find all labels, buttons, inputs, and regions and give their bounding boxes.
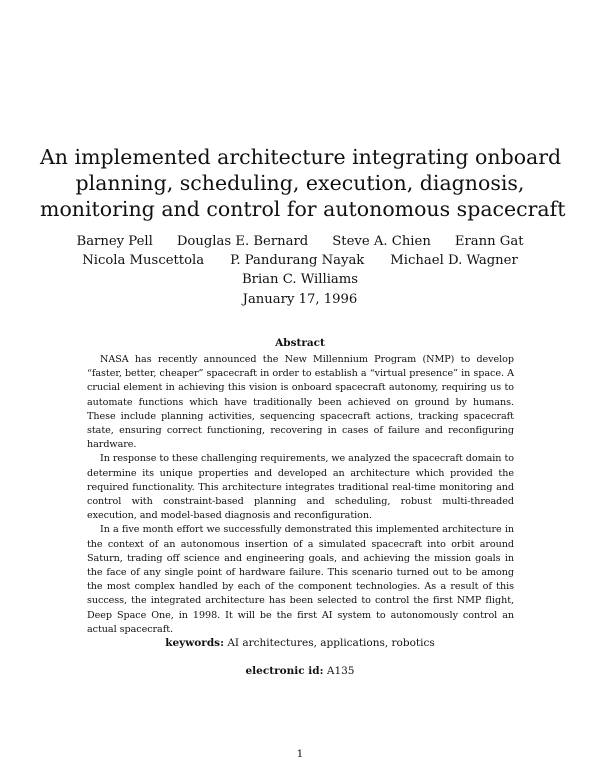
author-name: Nicola Muscettola (82, 253, 205, 268)
keywords-value: AI architectures, applications, robotics (227, 637, 435, 649)
paper-title (40, 144, 566, 222)
title-line: monitoring and control for autonomous spacecraft (40, 197, 566, 221)
author-name: Douglas E. Bernard (176, 234, 309, 249)
electronic-id-line (40, 665, 560, 677)
publication-date: January 17, 1996 (242, 292, 358, 307)
electronic-id-label: electronic id: (245, 665, 324, 677)
author-row (40, 251, 560, 270)
abstract-paragraph: In response to these challenging requirements, we analyzed the spacecraft domain to determine its unique properties and developed an architecture which provided the required functionality. This architecture integrates traditional real-time monitoring and control with constraint-based planning and scheduling, robust multi-threaded execution, and model-based diagnosis and reconfiguration. (87, 453, 514, 522)
author-name: Brian C. Williams (241, 272, 359, 287)
electronic-id-value: A135 (326, 665, 355, 677)
author-list (40, 232, 560, 289)
author-row (40, 270, 560, 289)
author-name: Michael D. Wagner (390, 253, 518, 268)
author-name: Steve A. Chien (332, 234, 431, 249)
abstract-body (87, 353, 514, 637)
author-name: Erann Gat (454, 234, 524, 249)
author-name: P. Pandurang Nayak (230, 253, 365, 268)
keywords-line (40, 637, 560, 649)
author-row (40, 232, 560, 251)
author-name: Barney Pell (76, 234, 153, 249)
title-line: planning, scheduling, execution, diagnosis, (75, 171, 525, 195)
abstract-heading: Abstract (275, 337, 325, 349)
keywords-label: keywords: (165, 637, 224, 649)
abstract-paragraph: In a five month effort we successfully demonstrated this implemented architecture in the context of an autonomous insertion of a simulated spacecraft into orbit around Saturn, trading off science and engineering goals, and achieving the mission goals in the face of any single point of hardware failure. This scenario turned out to be among the most complex handled by each of the component technologies. As a result of this success, the integrated architecture has been selected to control the first NMP flight, Deep Space One, in 1998. It will be the first AI system to autonomously control an actual spacecraft. (87, 524, 514, 635)
abstract-paragraph: NASA has recently announced the New Millennium Program (NMP) to develop “faster, better, cheaper” spacecraft in order to establish a “virtual presence” in space. A crucial element in achieving this vision is onboard spacecraft autonomy, requiring us to automate functions which have traditionally been achieved on ground by humans. These include planning activities, sequencing spacecraft actions, tracking spacecraft state, ensuring correct functioning, recovering in cases of failure and reconfiguring hardware. (87, 354, 514, 451)
title-line: An implemented architecture integrating onboard (40, 145, 562, 169)
page-number: 1 (296, 748, 304, 760)
